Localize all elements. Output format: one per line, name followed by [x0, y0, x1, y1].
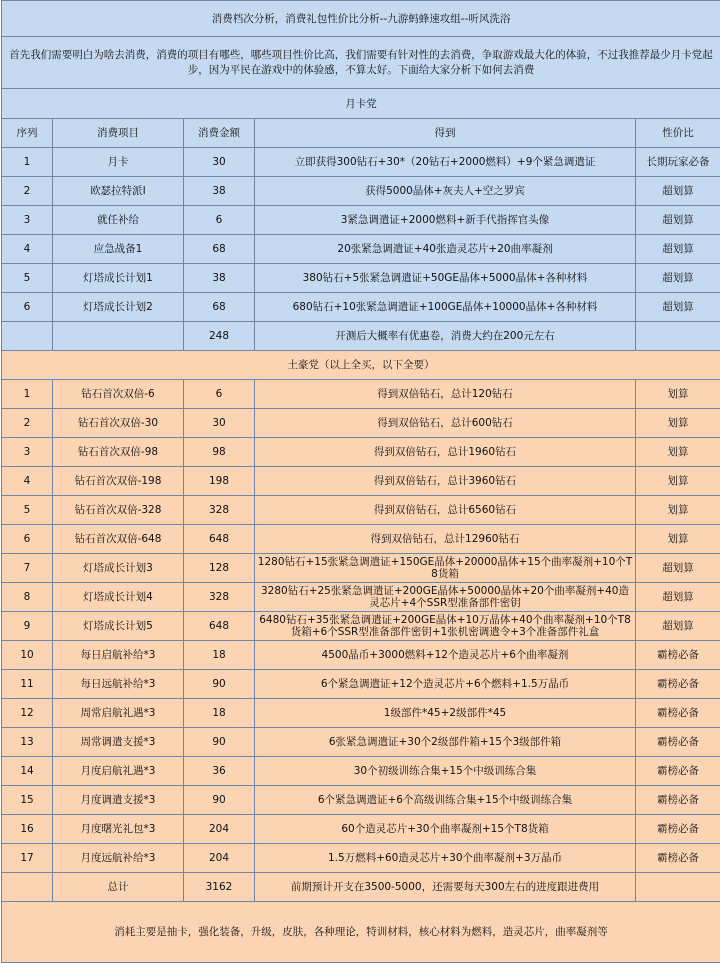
table-cell: 14	[2, 757, 53, 786]
table-cell: 应急战备1	[53, 235, 184, 264]
table-cell: 得到双倍钻石，总计12960钻石	[255, 525, 636, 554]
table-cell: 霸榜必备	[636, 728, 720, 757]
rich-section-title: 土豪党（以上全买，以下全要）	[2, 351, 720, 380]
table-cell: 得到双倍钻石，总计3960钻石	[255, 467, 636, 496]
table-cell: 18	[184, 699, 255, 728]
table-cell: 划算	[636, 467, 720, 496]
table-cell: 钻石首次双倍-98	[53, 438, 184, 467]
table-row	[2, 525, 720, 554]
table-cell: 灯塔成长计划2	[53, 293, 184, 322]
table-row	[2, 844, 720, 873]
table-cell: 超划算	[636, 583, 720, 612]
table-cell: 月度远航补给*3	[53, 844, 184, 873]
table-cell: 得到双倍钻石，总计120钻石	[255, 380, 636, 409]
table-row	[2, 612, 720, 641]
table-cell: 328	[184, 583, 255, 612]
table-cell: 钻石首次双倍-198	[53, 467, 184, 496]
table-cell: 划算	[636, 496, 720, 525]
table-cell: 灯塔成长计划5	[53, 612, 184, 641]
intro-text: 首先我们需要明白为啥去消费，消费的项目有哪些，哪些项目性价比高，我们需要有针对性的去消费，争取游戏最大化的体验，不过我推荐最少月卡党起步，因为平民在游戏中的体验感，不算太好。下面给大家分析下如何去消费	[2, 37, 720, 89]
table-cell: 月卡	[53, 148, 184, 177]
table-row	[2, 438, 720, 467]
table-cell	[2, 322, 53, 351]
table-row	[2, 699, 720, 728]
table-cell: 超划算	[636, 206, 720, 235]
table-cell	[636, 873, 720, 902]
page-title: 消费档次分析，消费礼包性价比分析--九游蚂蜂速攻组--听风洗浴	[2, 1, 720, 37]
table-cell: 4	[2, 235, 53, 264]
table-cell: 开测后大概率有优惠卷，消费大约在200元左右	[255, 322, 636, 351]
table-cell: 划算	[636, 380, 720, 409]
table-cell: 90	[184, 728, 255, 757]
table-cell: 6	[2, 525, 53, 554]
table-row	[2, 786, 720, 815]
table-row	[2, 322, 720, 351]
table-cell	[636, 322, 720, 351]
table-cell: 128	[184, 554, 255, 583]
table-cell: 11	[2, 670, 53, 699]
table-cell: 5	[2, 496, 53, 525]
table-cell: 钻石首次双倍-6	[53, 380, 184, 409]
header-cell: 消费金额	[184, 119, 255, 148]
table-cell: 3280钻石+25张紧急调遣证+200GE晶体+50000晶体+20个曲率凝剂+40造灵芯片+4个SSR型准备部件密钥	[255, 583, 636, 612]
table-row	[2, 670, 720, 699]
table-row	[2, 206, 720, 235]
table-cell: 得到双倍钻石，总计600钻石	[255, 409, 636, 438]
table-cell: 2	[2, 177, 53, 206]
table-cell: 前期预计开支在3500-5000，还需要每天300左右的进度跟进费用	[255, 873, 636, 902]
table-cell: 4500晶币+3000燃料+12个造灵芯片+6个曲率凝剂	[255, 641, 636, 670]
table-cell: 6个紧急调遣证+6个高级训练合集+15个中级训练合集	[255, 786, 636, 815]
table-cell: 周常启航礼遇*3	[53, 699, 184, 728]
table-cell: 就任补给	[53, 206, 184, 235]
table-cell: 每日远航补给*3	[53, 670, 184, 699]
table-cell: 划算	[636, 438, 720, 467]
table-cell: 4	[2, 467, 53, 496]
table-cell: 得到双倍钻石，总计6560钻石	[255, 496, 636, 525]
table-cell: 10	[2, 641, 53, 670]
table-cell: 霸榜必备	[636, 786, 720, 815]
table-row	[2, 583, 720, 612]
table-cell: 38	[184, 177, 255, 206]
table-cell: 90	[184, 670, 255, 699]
table-row	[2, 757, 720, 786]
table-cell: 灯塔成长计划1	[53, 264, 184, 293]
table-cell: 6480钻石+35张紧急调遣证+200GE晶体+10万晶体+40个曲率凝剂+10个T8货箱+6个SSR型准备部件密钥+1张机密调遣令+3个准备部件礼盒	[255, 612, 636, 641]
table-cell: 2	[2, 409, 53, 438]
table-cell: 17	[2, 844, 53, 873]
table-cell: 38	[184, 264, 255, 293]
table-cell: 248	[184, 322, 255, 351]
table-cell: 钻石首次双倍-648	[53, 525, 184, 554]
table-cell: 钻石首次双倍-30	[53, 409, 184, 438]
table-cell: 60个造灵芯片+30个曲率凝剂+15个T8货箱	[255, 815, 636, 844]
table-cell: 6	[184, 380, 255, 409]
table-row	[2, 728, 720, 757]
table-cell: 13	[2, 728, 53, 757]
table-cell: 680钻石+10张紧急调遣证+100GE晶体+10000晶体+各种材料	[255, 293, 636, 322]
table-row	[2, 409, 720, 438]
table-cell: 6	[2, 293, 53, 322]
table-cell: 立即获得300钻石+30*（20钻石+2000燃料）+9个紧急调遣证	[255, 148, 636, 177]
table-body	[2, 1, 720, 963]
table-cell: 1.5万燃料+60造灵芯片+30个曲率凝剂+3万晶币	[255, 844, 636, 873]
header-cell: 得到	[255, 119, 636, 148]
table-cell: 98	[184, 438, 255, 467]
table-cell: 霸榜必备	[636, 670, 720, 699]
table-cell: 3	[2, 206, 53, 235]
table-row	[2, 815, 720, 844]
table-cell: 204	[184, 815, 255, 844]
table-cell: 30个初级训练合集+15个中级训练合集	[255, 757, 636, 786]
table-cell: 328	[184, 496, 255, 525]
table-cell: 月度调遣支援*3	[53, 786, 184, 815]
table-cell: 204	[184, 844, 255, 873]
table-cell: 7	[2, 554, 53, 583]
total-row	[2, 873, 720, 902]
table-cell	[2, 873, 53, 902]
table-cell: 月度启航礼遇*3	[53, 757, 184, 786]
table-cell: 16	[2, 815, 53, 844]
table-cell: 6个紧急调遣证+12个造灵芯片+6个燃料+1.5万晶币	[255, 670, 636, 699]
table-cell: 钻石首次双倍-328	[53, 496, 184, 525]
table-row	[2, 380, 720, 409]
header-cell: 序列	[2, 119, 53, 148]
table-cell: 648	[184, 612, 255, 641]
table-cell: 超划算	[636, 177, 720, 206]
table-cell: 获得5000晶体+灰夫人+空之罗宾	[255, 177, 636, 206]
table-cell: 每日启航补给*3	[53, 641, 184, 670]
table-row	[2, 235, 720, 264]
table-cell: 20张紧急调遣证+40张造灵芯片+20曲率凝剂	[255, 235, 636, 264]
table-cell: 得到双倍钻石，总计1960钻石	[255, 438, 636, 467]
table-cell: 12	[2, 699, 53, 728]
header-row	[2, 119, 720, 148]
table-cell: 超划算	[636, 264, 720, 293]
table-cell: 36	[184, 757, 255, 786]
table-row	[2, 496, 720, 525]
footer-note: 消耗主要是抽卡，强化装备，升级，皮肤，各种理论，特训材料，核心材料为燃料，造灵芯片，曲率凝剂等	[2, 902, 720, 963]
table-cell: 30	[184, 409, 255, 438]
table-cell: 18	[184, 641, 255, 670]
table-cell	[53, 322, 184, 351]
consumption-table	[1, 0, 720, 963]
table-cell: 霸榜必备	[636, 844, 720, 873]
table-cell: 1	[2, 380, 53, 409]
table-row	[2, 177, 720, 206]
table-row	[2, 293, 720, 322]
table-cell: 68	[184, 235, 255, 264]
table-cell: 超划算	[636, 293, 720, 322]
table-cell: 霸榜必备	[636, 641, 720, 670]
table-cell: 1280钻石+15张紧急调遣证+150GE晶体+20000晶体+15个曲率凝剂+10个T8货箱	[255, 554, 636, 583]
table-cell: 90	[184, 786, 255, 815]
table-cell: 长期玩家必备	[636, 148, 720, 177]
table-row	[2, 264, 720, 293]
monthly-section-title: 月卡党	[2, 89, 720, 119]
table-cell: 3162	[184, 873, 255, 902]
table-cell: 超划算	[636, 554, 720, 583]
table-cell: 霸榜必备	[636, 815, 720, 844]
table-cell: 15	[2, 786, 53, 815]
table-cell: 68	[184, 293, 255, 322]
table-cell: 月度曙光礼包*3	[53, 815, 184, 844]
table-cell: 30	[184, 148, 255, 177]
table-cell: 霸榜必备	[636, 699, 720, 728]
table-cell: 9	[2, 612, 53, 641]
table-row	[2, 641, 720, 670]
table-cell: 灯塔成长计划4	[53, 583, 184, 612]
table-cell: 1	[2, 148, 53, 177]
table-cell: 8	[2, 583, 53, 612]
table-cell: 6	[184, 206, 255, 235]
table-row	[2, 148, 720, 177]
table-cell: 648	[184, 525, 255, 554]
table-cell: 6张紧急调遣证+30个2级部件箱+15个3级部件箱	[255, 728, 636, 757]
table-cell: 超划算	[636, 612, 720, 641]
table-cell: 超划算	[636, 235, 720, 264]
table-cell: 198	[184, 467, 255, 496]
table-cell: 划算	[636, 409, 720, 438]
table-row	[2, 467, 720, 496]
table-cell: 3紧急调遣证+2000燃料+新手代指挥官头像	[255, 206, 636, 235]
table-cell: 灯塔成长计划3	[53, 554, 184, 583]
table-cell: 3	[2, 438, 53, 467]
header-cell: 性价比	[636, 119, 720, 148]
table-cell: 霸榜必备	[636, 757, 720, 786]
table-row	[2, 554, 720, 583]
table-cell: 5	[2, 264, 53, 293]
table-cell: 划算	[636, 525, 720, 554]
table-cell: 周常调遣支援*3	[53, 728, 184, 757]
table-cell: 总计	[53, 873, 184, 902]
table-cell: 380钻石+5张紧急调遣证+50GE晶体+5000晶体+各种材料	[255, 264, 636, 293]
table-cell: 1级部件*45+2级部件*45	[255, 699, 636, 728]
header-cell: 消费项目	[53, 119, 184, 148]
table-cell: 欧瑟拉特派I	[53, 177, 184, 206]
